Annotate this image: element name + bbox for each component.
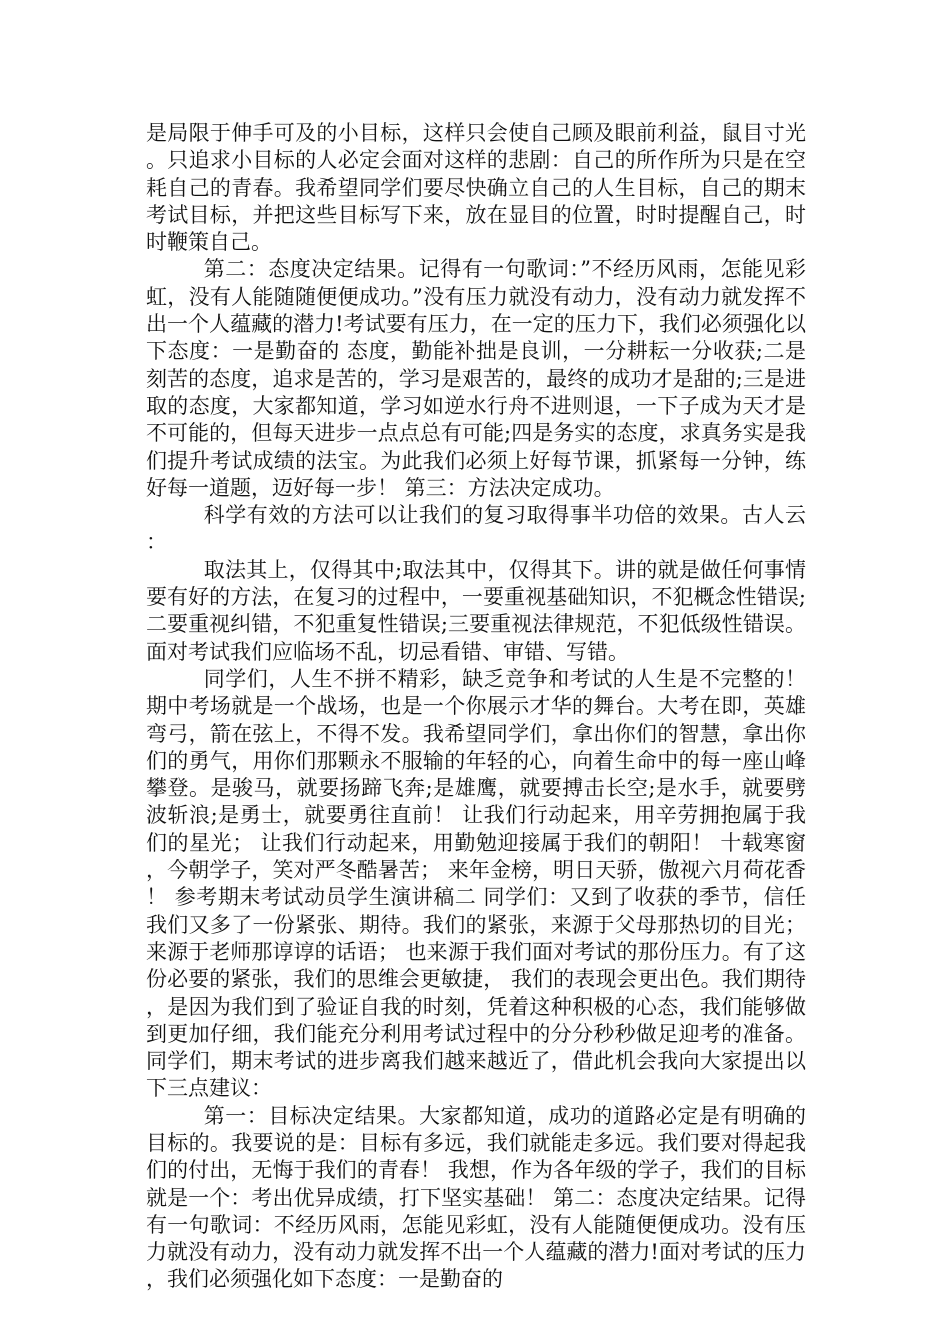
paragraph-attitude: 第二：态度决定结果。记得有一句歌词：”不经历风雨，怎能见彩虹，没有人能随随便便成功。”没有压力就没有动力，没有动力就发挥不出一个人蕴藏的潜力!考试要有压力，在一定的压力下，我们必须强化以下态度：一是勤奋的 态度，勤能补拙是良训，一分耕耘一分收获;二是刻苦的态度，追求是苦的，学习是艰苦的，最终的成功才是甜的;三是进取的态度，大家都知道，学习如逆水行舟不进则退，一下子成为天才是不可能的，但每天进步一点点总有可能;四是务实的态度，求真务实是我们提升考试成绩的法宝。为此我们必须上好每节课，抓紧每一分钟，练好每一道题，迈好每一步！ 第三：方法决定成功。 [146,257,806,500]
paragraph-goal-setting: 是局限于伸手可及的小目标，这样只会使自己顾及眼前利益，鼠目寸光。只追求小目标的人必定会面对这样的悲剧：自己的所作所为只是在空耗自己的青春。我希望同学们要尽快确立自己的人生目标，自己的期末考试目标，并把这些目标写下来，放在显目的位置，时时提醒自己，时时鞭策自己。 [146,121,806,255]
paragraph-encouragement: 同学们，人生不拼不精彩，缺乏竞争和考试的人生是不完整的！期中考场就是一个战场，也是一个你展示才华的舞台。大考在即，英雄弯弓，箭在弦上，不得不发。我希望同学们，拿出你们的智慧，拿出你们的勇气，用你们那颗永不服输的年轻的心，向着生命中的每一座山峰攀登。是骏马，就要扬蹄飞奔;是雄鹰，就要搏击长空;是水手，就要劈波斩浪;是勇士，就要勇往直前！ 让我们行动起来，用辛劳拥抱属于我们的星光； 让我们行动起来，用勤勉迎接属于我们的朝阳！ 十载寒窗，今朝学子，笑对严冬酷暑苦； 来年金榜，明日天骄，傲视六月荷花香！ 参考期末考试动员学生演讲稿二 同学们：又到了收获的季节，信任我们又多了一份紧张、期待。我们的紧张，来源于父母那热切的目光； 来源于老师那谆谆的话语； 也来源于我们面对考试的那份压力。有了这份必要的紧张，我们的思维会更敏捷， 我们的表现会更出色。我们期待，是因为我们到了验证自我的时刻，凭着这种积极的心态，我们能够做到更加仔细，我们能充分利用考试过程中的分分秒秒做足迎考的准备。同学们，期末考试的进步离我们越来越近了，借此机会我向大家提出以下三点建议： [146,666,806,1101]
paragraph-method-detail: 取法其上，仅得其中;取法其中，仅得其下。讲的就是做任何事情要有好的方法，在复习的过程中，一要重视基础知识，不犯概念性错误;二要重视纠错，不犯重复性错误;三要重视法律规范，不犯低级性错误。面对考试我们应临场不乱，切忌看错、审错、写错。 [146,557,806,664]
paragraph-first-suggestion: 第一：目标决定结果。大家都知道，成功的道路必定是有明确的目标的。我要说的是：目标有多远，我们就能走多远。我们要对得起我们的付出，无悔于我们的青春！ 我想，作为各年级的学子，我们的目标就是一个：考出优异成绩，打下坚实基础！ 第二：态度决定结果。记得有一句歌词：不经历风雨，怎能见彩虹，没有人能随便便成功。没有压力就没有动力，没有动力就发挥不出一个人蕴藏的潜力!面对考试的压力，我们必须强化如下态度：一是勤奋的 [146,1103,806,1292]
paragraph-method-intro: 科学有效的方法可以让我们的复习取得事半功倍的效果。古人云： [146,503,806,555]
document-page [146,120,806,1294]
